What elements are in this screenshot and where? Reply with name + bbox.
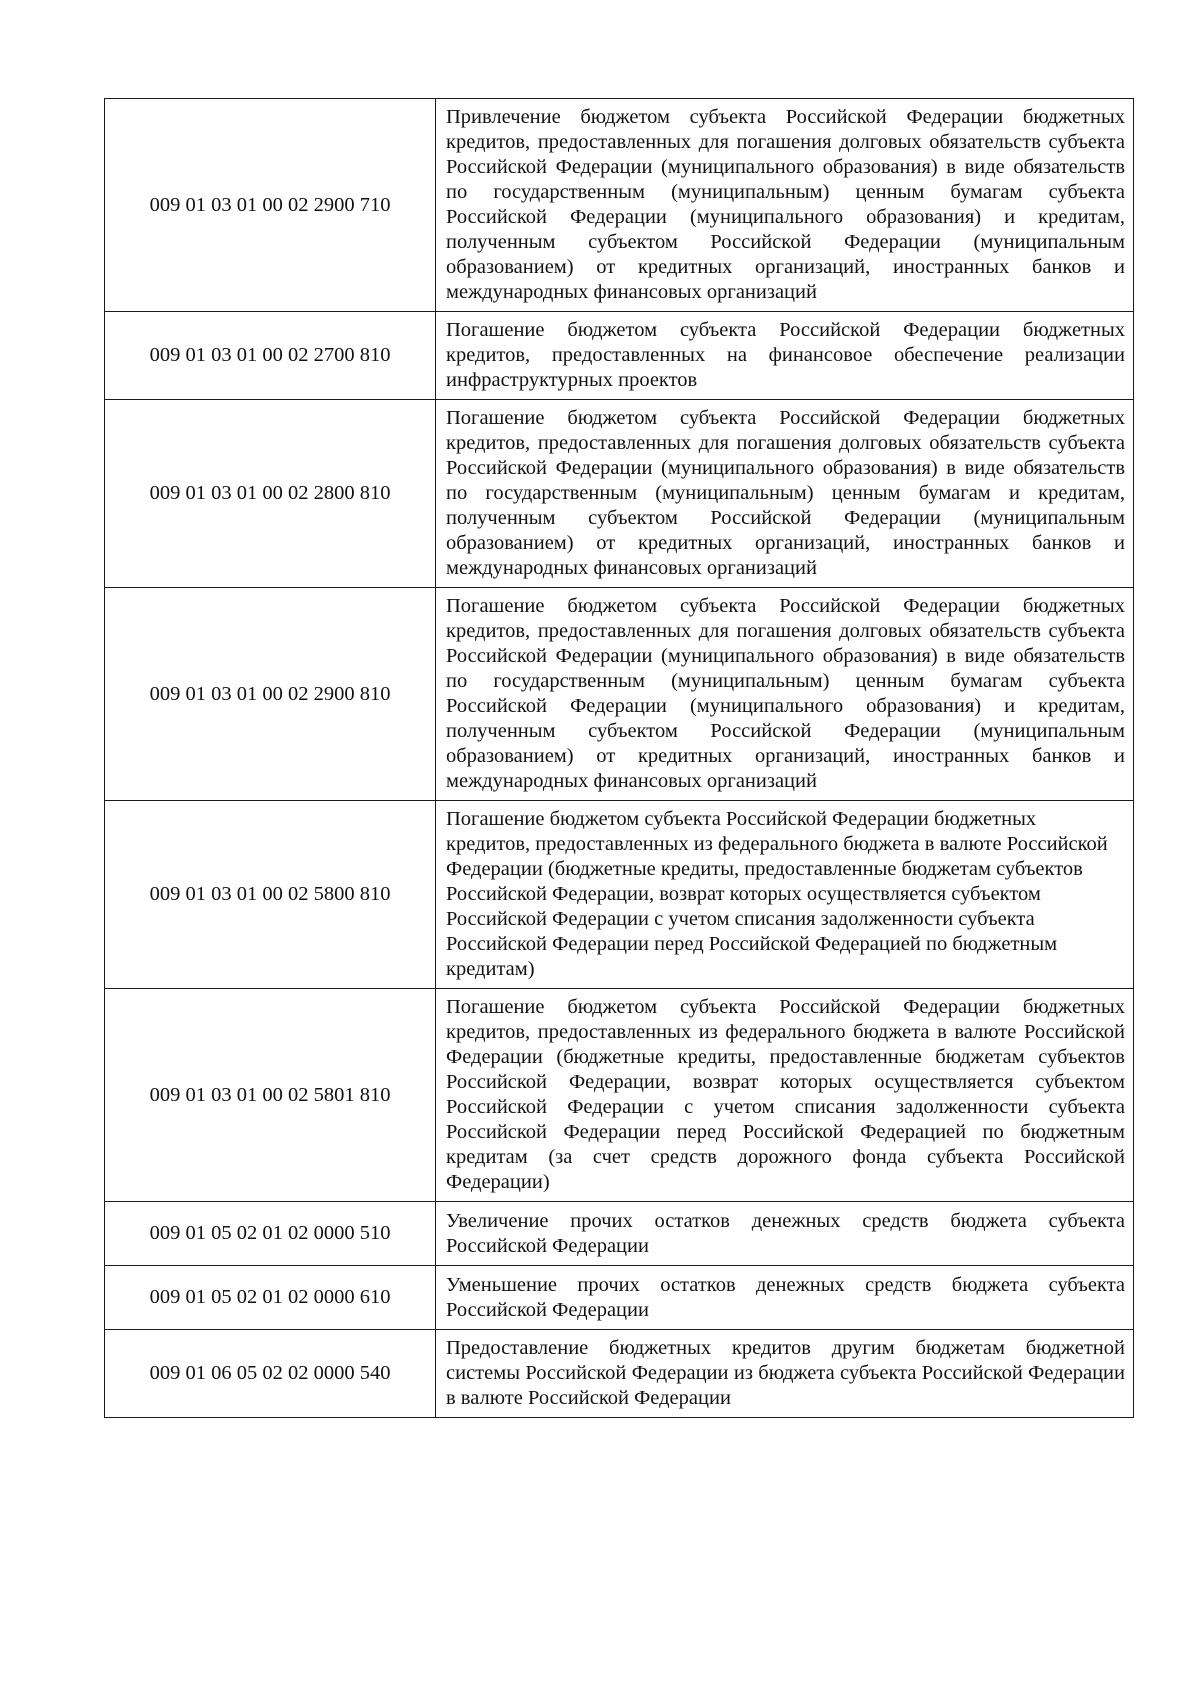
budget-code: 009 01 03 01 00 02 2900 710 bbox=[105, 99, 436, 312]
code-description: Погашение бюджетом субъекта Российской Федерации бюджетных кредитов, предоставленных для погашения долговых обязательств субъекта Российской Федерации (муниципального образования) в виде обязательств по государственным (муниципальным) ценным бумагам субъекта Российской Федерации (муниципального образования) и кредитам, полученным субъектом Российской Федерации (муниципальным образованием) от кредитных организаций, иностранных банков и международных финансовых организаций bbox=[436, 588, 1134, 801]
table-row bbox=[105, 312, 1134, 400]
table-row bbox=[105, 1202, 1134, 1266]
table-row bbox=[105, 1266, 1134, 1330]
budget-code: 009 01 03 01 00 02 5800 810 bbox=[105, 801, 436, 989]
table-row bbox=[105, 989, 1134, 1202]
budget-code: 009 01 03 01 00 02 2700 810 bbox=[105, 312, 436, 400]
budget-code: 009 01 06 05 02 02 0000 540 bbox=[105, 1330, 436, 1418]
budget-code: 009 01 03 01 00 02 5801 810 bbox=[105, 989, 436, 1202]
code-description: Привлечение бюджетом субъекта Российской Федерации бюджетных кредитов, предоставленных для погашения долговых обязательств субъекта Российской Федерации (муниципального образования) в виде обязательств по государственным (муниципальным) ценным бумагам субъекта Российской Федерации (муниципального образования) и кредитам, полученным субъектом Российской Федерации (муниципальным образованием) от кредитных организаций, иностранных банков и международных финансовых организаций bbox=[436, 99, 1134, 312]
table-row bbox=[105, 801, 1134, 989]
table-row bbox=[105, 400, 1134, 588]
code-description: Увеличение прочих остатков денежных средств бюджета субъекта Российской Федерации bbox=[436, 1202, 1134, 1266]
code-description: Предоставление бюджетных кредитов другим бюджетам бюджетной системы Российской Федерации из бюджета субъекта Российской Федерации в валюте Российской Федерации bbox=[436, 1330, 1134, 1418]
code-description: Уменьшение прочих остатков денежных средств бюджета субъекта Российской Федерации bbox=[436, 1266, 1134, 1330]
budget-code: 009 01 03 01 00 02 2900 810 bbox=[105, 588, 436, 801]
budget-codes-table bbox=[104, 98, 1134, 1418]
code-description: Погашение бюджетом субъекта Российской Федерации бюджетных кредитов, предоставленных из федерального бюджета в валюте Российской Федерации (бюджетные кредиты, предоставленные бюджетам субъектов Российской Федерации, возврат которых осуществляется субъектом Российской Федерации с учетом списания задолженности субъекта Российской Федерации перед Российской Федерацией по бюджетным кредитам) bbox=[436, 801, 1134, 989]
table-row bbox=[105, 99, 1134, 312]
table-row bbox=[105, 1330, 1134, 1418]
code-description: Погашение бюджетом субъекта Российской Федерации бюджетных кредитов, предоставленных для погашения долговых обязательств субъекта Российской Федерации (муниципального образования) в виде обязательств по государственным (муниципальным) ценным бумагам и кредитам, полученным субъектом Российской Федерации (муниципальным образованием) от кредитных организаций, иностранных банков и международных финансовых организаций bbox=[436, 400, 1134, 588]
code-description: Погашение бюджетом субъекта Российской Федерации бюджетных кредитов, предоставленных на финансовое обеспечение реализации инфраструктурных проектов bbox=[436, 312, 1134, 400]
budget-code: 009 01 03 01 00 02 2800 810 bbox=[105, 400, 436, 588]
table-row bbox=[105, 588, 1134, 801]
budget-code: 009 01 05 02 01 02 0000 510 bbox=[105, 1202, 436, 1266]
budget-code: 009 01 05 02 01 02 0000 610 bbox=[105, 1266, 436, 1330]
code-description: Погашение бюджетом субъекта Российской Федерации бюджетных кредитов, предоставленных из федерального бюджета в валюте Российской Федерации (бюджетные кредиты, предоставленные бюджетам субъектов Российской Федерации, возврат которых осуществляется субъектом Российской Федерации с учетом списания задолженности субъекта Российской Федерации перед Российской Федерацией по бюджетным кредитам (за счет средств дорожного фонда субъекта Российской Федерации) bbox=[436, 989, 1134, 1202]
